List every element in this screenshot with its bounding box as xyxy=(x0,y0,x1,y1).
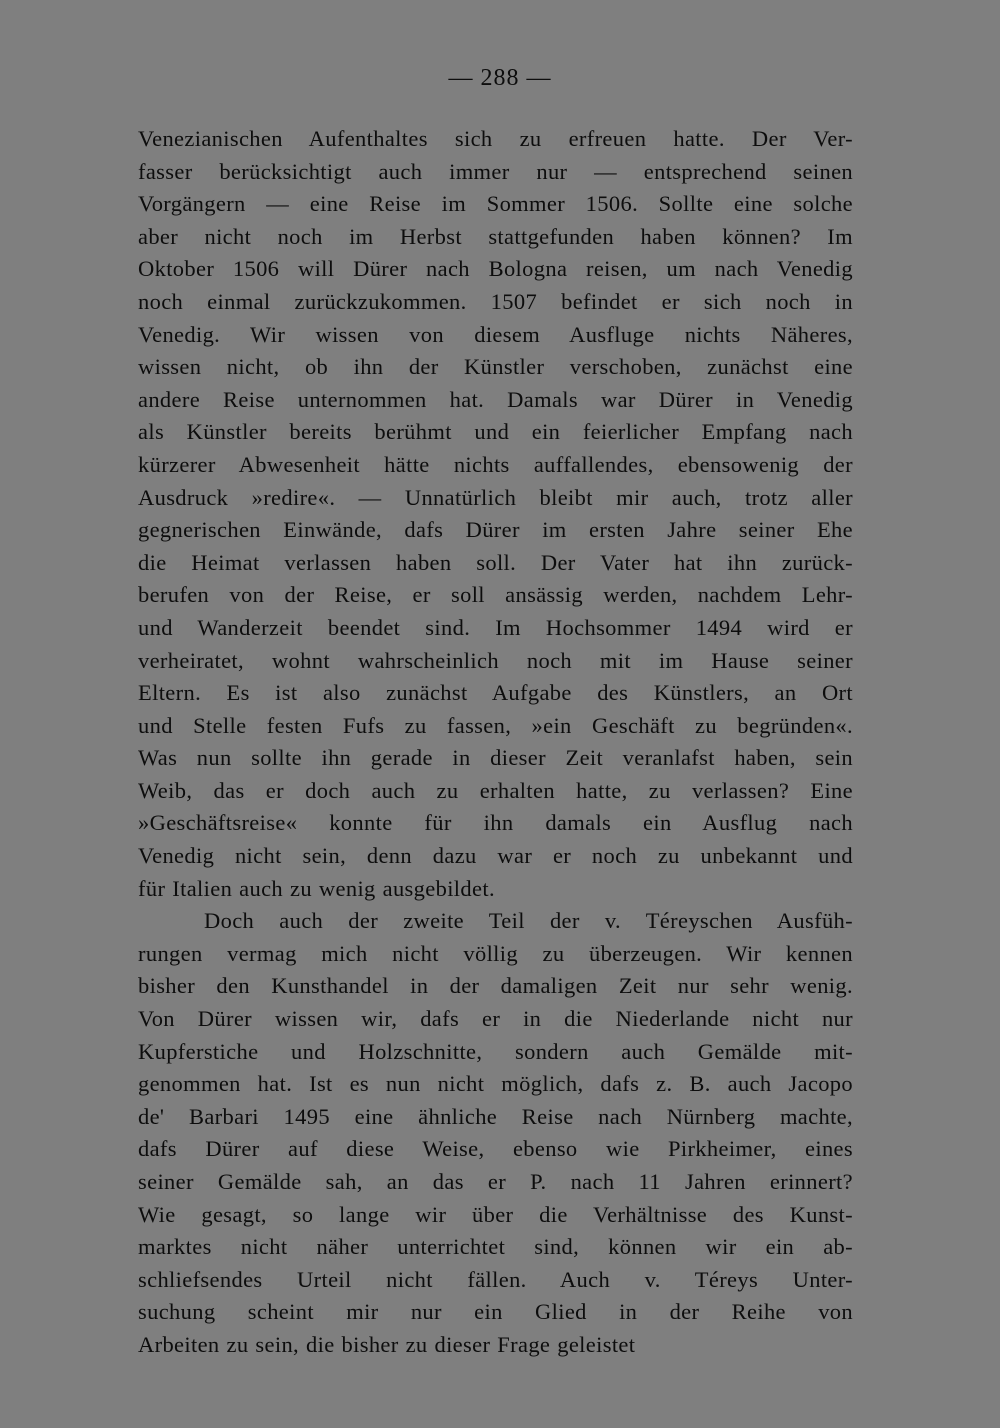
text-line: Eltern. Es ist also zunächst Aufgabe des Künstlers, an Ort xyxy=(138,680,853,706)
text-line: rungen vermag mich nicht völlig zu überzeugen. Wir kennen xyxy=(138,940,853,966)
text-line: und Stelle festen Fufs zu fassen, »ein Geschäft zu begründen«. xyxy=(138,712,853,738)
text-line: bisher den Kunsthandel in der damaligen Zeit nur sehr wenig. xyxy=(138,973,853,999)
text-line: genommen hat. Ist es nun nicht möglich, dafs z. B. auch Jacopo xyxy=(138,1071,853,1097)
text-line: und Wanderzeit beendet sind. Im Hochsommer 1494 wird er xyxy=(138,614,853,640)
text-line: »Geschäftsreise« konnte für ihn damals ein Ausflug nach xyxy=(138,810,853,836)
text-line: schliefsendes Urteil nicht fällen. Auch v. Téreys Unter- xyxy=(138,1266,853,1292)
text-line: andere Reise unternommen hat. Damals war Dürer in Venedig xyxy=(138,386,853,412)
paragraph xyxy=(138,905,853,1361)
text-line: als Künstler bereits berühmt und ein feierlicher Empfang nach xyxy=(138,419,853,445)
text-line: Arbeiten zu sein, die bisher zu dieser Frage geleistet xyxy=(138,1331,636,1357)
text-line: Ausdruck »redire«. — Unnatürlich bleibt mir auch, trotz aller xyxy=(138,484,853,510)
text-line: Venedig nicht sein, denn dazu war er noch zu unbekannt und xyxy=(138,843,853,869)
text-line: fasser berücksichtigt auch immer nur — entsprechend seinen xyxy=(138,158,853,184)
text-line: berufen von der Reise, er soll ansässig werden, nachdem Lehr- xyxy=(138,582,853,608)
text-line: Venedig. Wir wissen von diesem Ausfluge nichts Näheres, xyxy=(138,321,853,347)
text-line: Kupferstiche und Holzschnitte, sondern auch Gemälde mit- xyxy=(138,1038,853,1064)
text-line: de' Barbari 1495 eine ähnliche Reise nach Nürnberg machte, xyxy=(138,1103,853,1129)
text-line: Weib, das er doch auch zu erhalten hatte, zu verlassen? Eine xyxy=(138,777,853,803)
text-line: Von Dürer wissen wir, dafs er in die Niederlande nicht nur xyxy=(138,1006,853,1032)
text-line: wissen nicht, ob ihn der Künstler verschoben, zunächst eine xyxy=(138,354,853,380)
text-line: kürzerer Abwesenheit hätte nichts auffallendes, ebensowenig der xyxy=(138,451,853,477)
text-line: für Italien auch zu wenig ausgebildet. xyxy=(138,875,495,901)
text-line: die Heimat verlassen haben soll. Der Vater hat ihn zurück- xyxy=(138,549,853,575)
text-line: noch einmal zurückzukommen. 1507 befindet er sich noch in xyxy=(138,288,853,314)
text-line: Doch auch der zweite Teil der v. Téreyschen Ausfüh- xyxy=(204,908,853,934)
paragraph xyxy=(138,123,853,905)
text-line: dafs Dürer auf diese Weise, ebenso wie Pirkheimer, eines xyxy=(138,1136,853,1162)
text-line: suchung scheint mir nur ein Glied in der Reihe von xyxy=(138,1299,853,1325)
text-line: Venezianischen Aufenthaltes sich zu erfreuen hatte. Der Ver- xyxy=(138,126,853,151)
text-line: Oktober 1506 will Dürer nach Bologna reisen, um nach Venedig xyxy=(138,256,853,282)
text-line: aber nicht noch im Herbst stattgefunden haben können? Im xyxy=(138,223,853,249)
text-line: Vorgängern — eine Reise im Sommer 1506. Sollte eine solche xyxy=(138,191,853,217)
text-line: seiner Gemälde sah, an das er P. nach 11 Jahren erinnert? xyxy=(138,1169,853,1194)
text-line: Wie gesagt, so lange wir über die Verhältnisse des Kunst- xyxy=(138,1201,853,1227)
text-line: Was nun sollte ihn gerade in dieser Zeit veranlafst haben, sein xyxy=(138,745,853,771)
text-line: gegnerischen Einwände, dafs Dürer im ersten Jahre seiner Ehe xyxy=(138,517,853,543)
text-line: verheiratet, wohnt wahrscheinlich noch mit im Hause seiner xyxy=(138,647,853,673)
page-number: — 288 — xyxy=(448,65,552,91)
body-text xyxy=(138,123,853,1362)
text-line: marktes nicht näher unterrichtet sind, können wir ein ab- xyxy=(138,1234,853,1260)
